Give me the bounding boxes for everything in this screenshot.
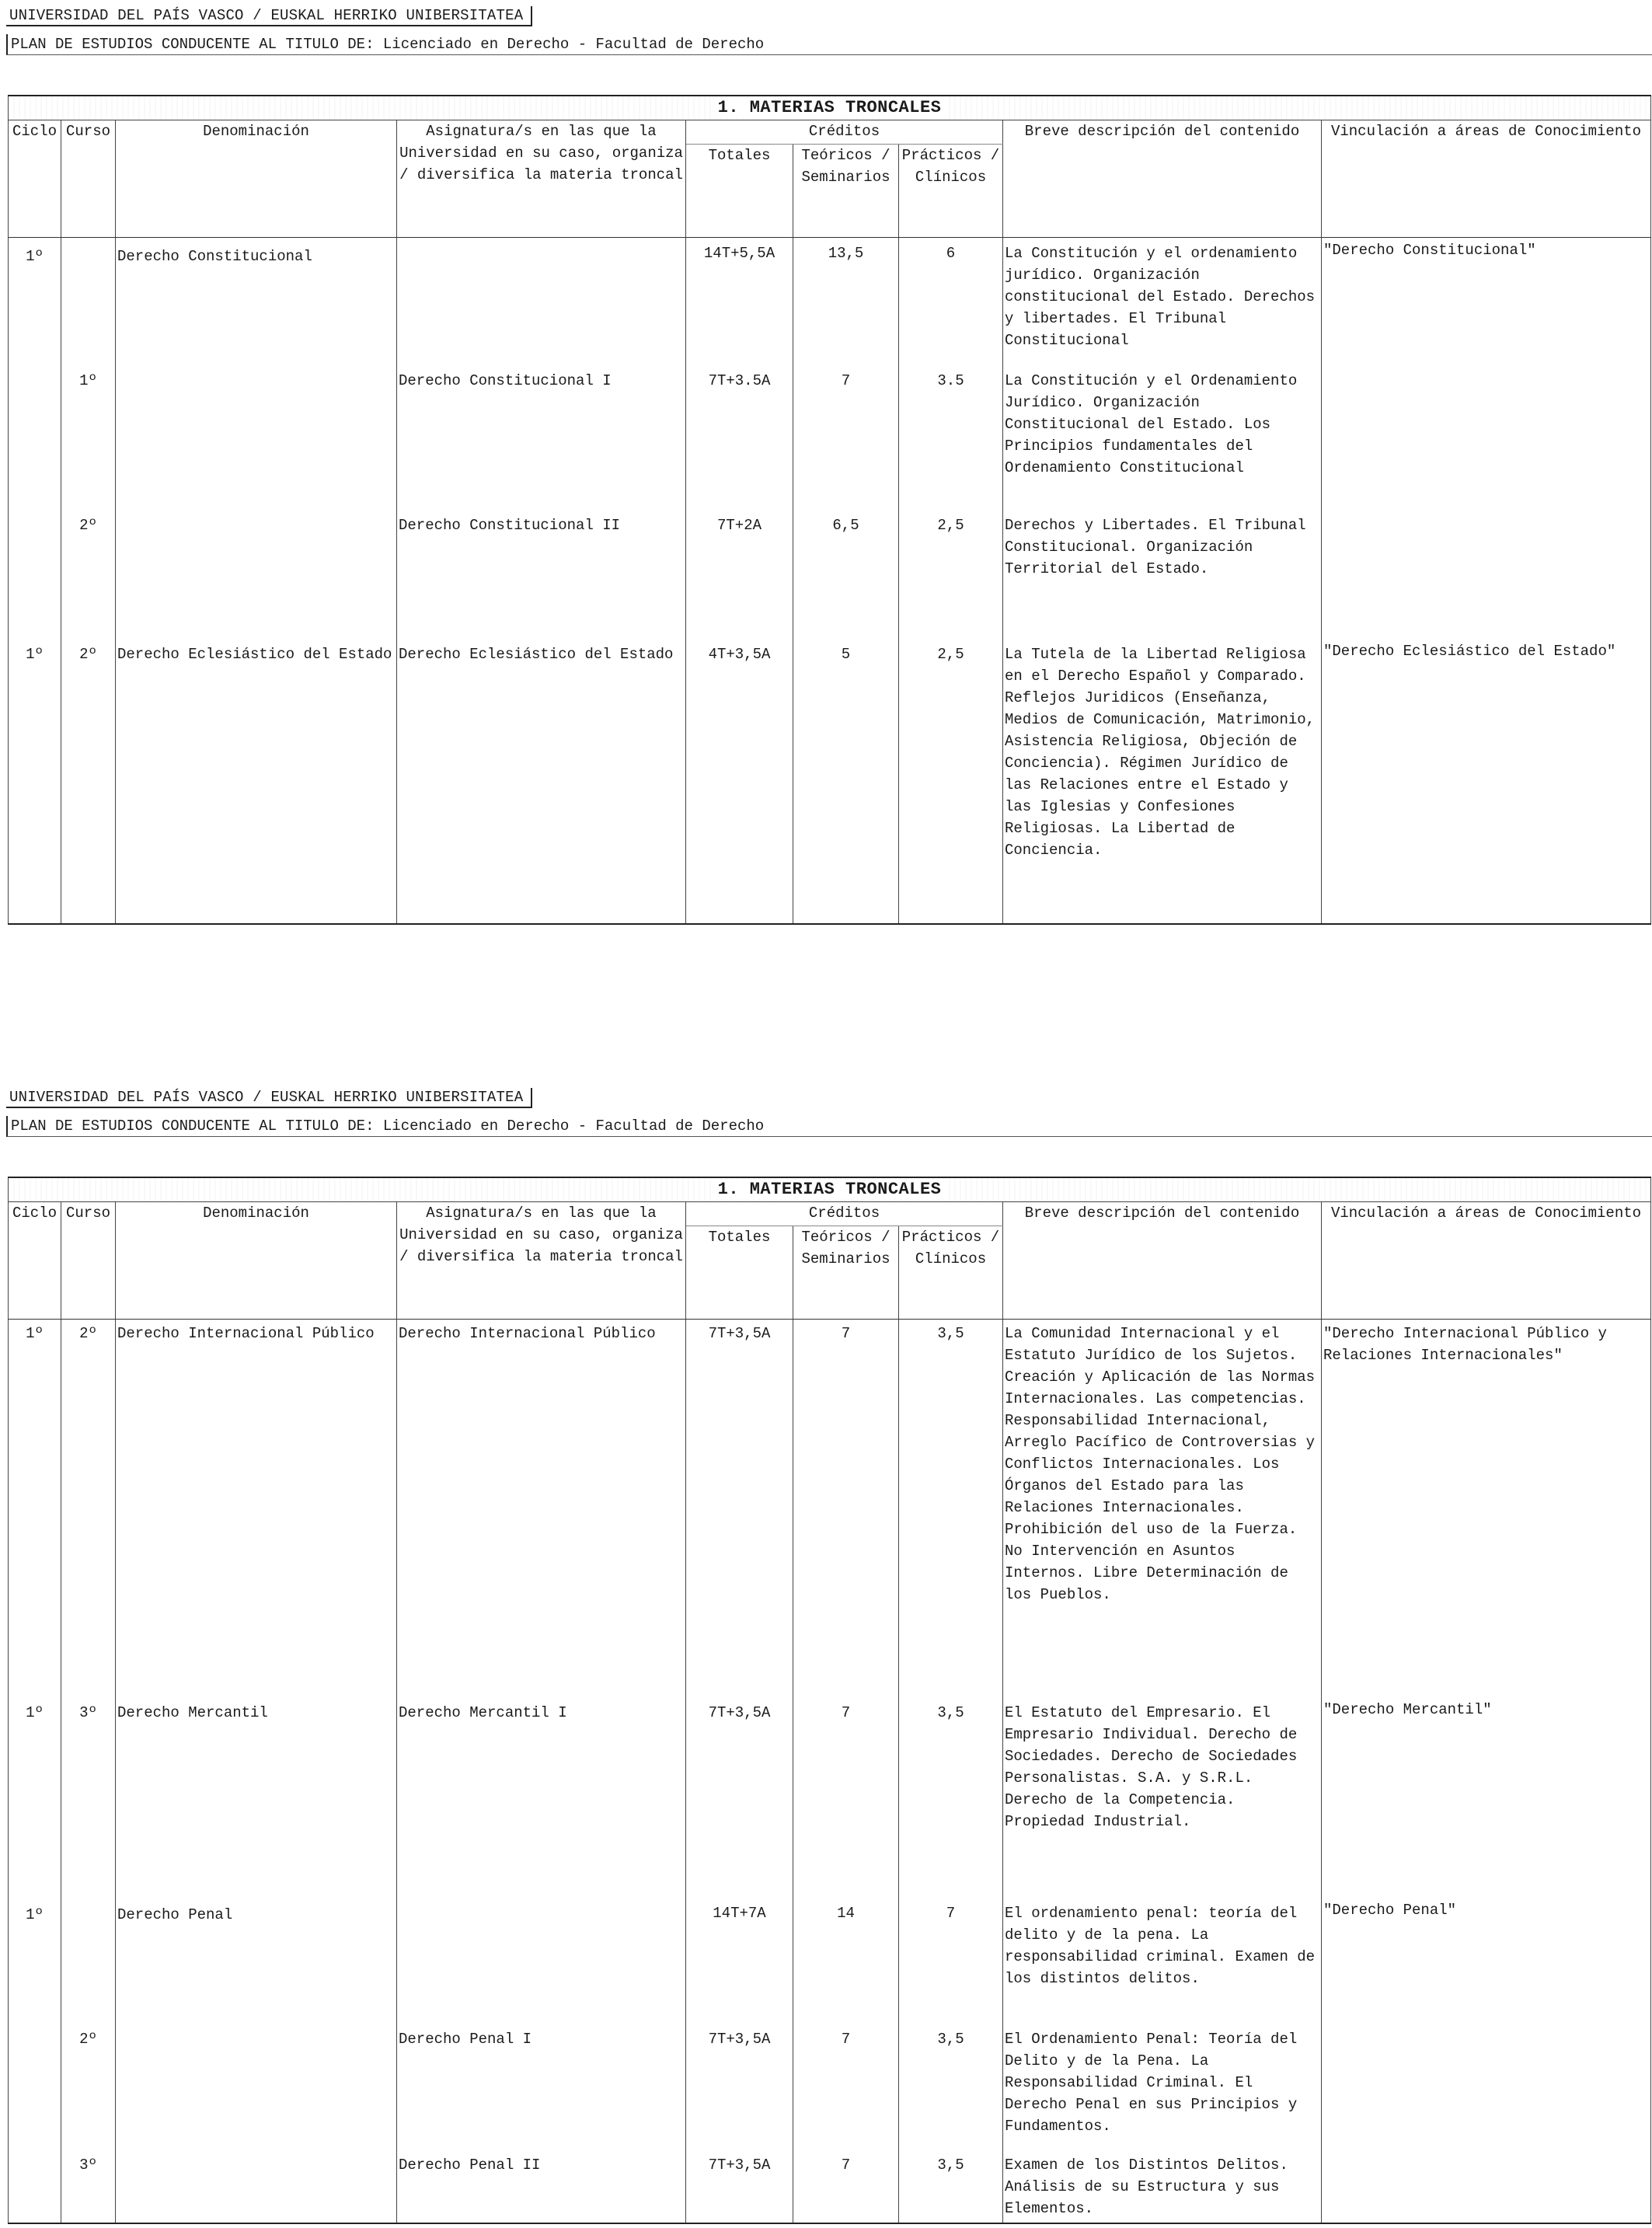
col-denominacion: Denominación [116, 120, 397, 238]
col-vinculacion: Vinculación a áreas de Conocimiento [1322, 1202, 1651, 1320]
cell-ciclo [9, 362, 61, 508]
plan-label: PLAN DE ESTUDIOS CONDUCENTE AL TITULO DE: [11, 1117, 375, 1135]
section-title: 1. MATERIAS TRONCALES [9, 96, 1651, 120]
table-row [9, 1320, 1651, 1696]
cell-asignatura [397, 238, 686, 363]
cell-ciclo [9, 2022, 61, 2148]
cell-practicos: 3,5 [899, 1696, 1003, 1896]
cell-totales: 7T+3,5A [686, 1696, 793, 1896]
materias-table [8, 95, 1651, 925]
cell-vinculacion: "Derecho Mercantil" [1322, 1696, 1651, 1896]
cell-teoricos: 5 [793, 637, 899, 924]
col-curso: Curso [61, 120, 116, 238]
plan-label: PLAN DE ESTUDIOS CONDUCENTE AL TITULO DE: [11, 36, 375, 53]
cell-curso: 2º [61, 2022, 116, 2148]
cell-totales: 7T+2A [686, 508, 793, 637]
cell-ciclo: 1º [9, 238, 61, 363]
col-teoricos: Teóricos / Seminarios [793, 145, 899, 238]
cell-curso: 2º [61, 637, 116, 924]
cell-curso: 2º [61, 1320, 116, 1696]
cell-curso: 2º [61, 508, 116, 637]
cell-vinculacion: "Derecho Constitucional" [1322, 238, 1651, 363]
table-row [9, 238, 1651, 363]
col-totales: Totales [686, 145, 793, 238]
cell-denominacion: Derecho Constitucional [116, 238, 397, 363]
cell-ciclo: 1º [9, 1696, 61, 1896]
cell-teoricos: 13,5 [793, 238, 899, 363]
cell-asignatura: Derecho Eclesiástico del Estado [397, 637, 686, 924]
cell-denominacion [116, 508, 397, 637]
cell-descripcion: Examen de los Distintos Delitos. Análisis de su Estructura y sus Elementos. [1003, 2148, 1322, 2223]
cell-teoricos: 14 [793, 1896, 899, 2022]
plan-header [6, 1116, 1652, 1137]
materias-table [8, 1177, 1651, 2224]
cell-denominacion [116, 362, 397, 508]
cell-totales: 7T+3.5A [686, 362, 793, 508]
cell-asignatura [397, 1896, 686, 2022]
cell-practicos: 7 [899, 1896, 1003, 2022]
table-row [9, 1896, 1651, 2022]
cell-vinculacion [1322, 2022, 1651, 2148]
cell-denominacion [116, 2022, 397, 2148]
table-row [9, 637, 1651, 924]
col-totales: Totales [686, 1226, 793, 1320]
cell-asignatura: Derecho Internacional Público [397, 1320, 686, 1696]
col-denominacion: Denominación [116, 1202, 397, 1320]
cell-descripcion: El ordenamiento penal: teoría del delito y de la pena. La responsabilidad criminal. Examen de los distintos delitos. [1003, 1896, 1322, 2022]
plan-header [6, 34, 1652, 55]
cell-totales: 14T+7A [686, 1896, 793, 2022]
cell-descripcion: Derechos y Libertades. El Tribunal Constitucional. Organización Territorial del Estado. [1003, 508, 1322, 637]
cell-curso: 3º [61, 1696, 116, 1896]
plan-value: Licenciado en Derecho - Facultad de Derecho [382, 36, 765, 53]
cell-asignatura: Derecho Constitucional II [397, 508, 686, 637]
col-vinculacion: Vinculación a áreas de Conocimiento [1322, 120, 1651, 238]
university-header: UNIVERSIDAD DEL PAÍS VASCO / EUSKAL HERRIKO UNIBERSITATEA [6, 1088, 532, 1108]
cell-ciclo: 1º [9, 637, 61, 924]
table-row [9, 508, 1651, 637]
cell-practicos: 3,5 [899, 1320, 1003, 1696]
cell-descripcion: La Constitución y el Ordenamiento Jurídico. Organización Constitucional del Estado. Los Principios fundamentales del Ordenamiento Constitucional [1003, 362, 1322, 508]
cell-vinculacion [1322, 508, 1651, 637]
cell-curso [61, 1896, 116, 2022]
cell-practicos: 2,5 [899, 508, 1003, 637]
cell-descripcion: La Tutela de la Libertad Religiosa en el Derecho Español y Comparado. Reflejos Juridicos (Enseñanza, Medios de Comunicación, Matrimonio, Asistencia Religiosa, Objeción de Conciencia). Régimen Jurídico de las Relaciones entre el Estado y las Iglesias y Confesiones Religiosas. La Libertad de Conciencia. [1003, 637, 1322, 924]
table-row [9, 1696, 1651, 1896]
cell-asignatura: Derecho Constitucional I [397, 362, 686, 508]
cell-practicos: 2,5 [899, 637, 1003, 924]
cell-vinculacion [1322, 2148, 1651, 2223]
col-asignatura: Asignatura/s en las que la Universidad en su caso, organiza / diversifica la materia troncal [397, 1202, 686, 1320]
cell-vinculacion: "Derecho Eclesiástico del Estado" [1322, 637, 1651, 924]
cell-curso [61, 238, 116, 363]
cell-totales: 7T+3,5A [686, 2022, 793, 2148]
cell-denominacion: Derecho Eclesiástico del Estado [116, 637, 397, 924]
col-asignatura: Asignatura/s en las que la Universidad en su caso, organiza / diversifica la materia troncal [397, 120, 686, 238]
cell-asignatura: Derecho Penal II [397, 2148, 686, 2223]
cell-totales: 14T+5,5A [686, 238, 793, 363]
cell-ciclo [9, 508, 61, 637]
section-title: 1. MATERIAS TRONCALES [9, 1177, 1651, 1202]
cell-practicos: 3.5 [899, 362, 1003, 508]
col-ciclo: Ciclo [9, 120, 61, 238]
cell-ciclo: 1º [9, 1320, 61, 1696]
cell-descripcion: La Constitución y el ordenamiento jurídico. Organización constitucional del Estado. Derechos y libertades. El Tribunal Constitucional [1003, 238, 1322, 363]
cell-vinculacion [1322, 362, 1651, 508]
col-descripcion: Breve descripción del contenido [1003, 120, 1322, 238]
cell-ciclo [9, 2148, 61, 2223]
cell-totales: 7T+3,5A [686, 1320, 793, 1696]
cell-ciclo: 1º [9, 1896, 61, 2022]
col-descripcion: Breve descripción del contenido [1003, 1202, 1322, 1320]
col-ciclo: Ciclo [9, 1202, 61, 1320]
cell-denominacion: Derecho Mercantil [116, 1696, 397, 1896]
cell-practicos: 3,5 [899, 2022, 1003, 2148]
cell-curso: 3º [61, 2148, 116, 2223]
table-row [9, 362, 1651, 508]
cell-teoricos: 7 [793, 1696, 899, 1896]
cell-totales: 7T+3,5A [686, 2148, 793, 2223]
cell-practicos: 6 [899, 238, 1003, 363]
col-practicos: Prácticos / Clínicos [899, 1226, 1003, 1320]
col-creditos: Créditos [686, 120, 1003, 145]
col-curso: Curso [61, 1202, 116, 1320]
cell-denominacion: Derecho Penal [116, 1896, 397, 2022]
cell-teoricos: 7 [793, 1320, 899, 1696]
cell-denominacion [116, 2148, 397, 2223]
cell-practicos: 3,5 [899, 2148, 1003, 2223]
cell-descripcion: El Estatuto del Empresario. El Empresario Individual. Derecho de Sociedades. Derecho de Sociedades Personalistas. S.A. y S.R.L. Derecho de la Competencia. Propiedad Industrial. [1003, 1696, 1322, 1896]
cell-asignatura: Derecho Penal I [397, 2022, 686, 2148]
university-header: UNIVERSIDAD DEL PAÍS VASCO / EUSKAL HERRIKO UNIBERSITATEA [6, 6, 532, 26]
plan-value: Licenciado en Derecho - Facultad de Derecho [382, 1117, 765, 1135]
col-practicos: Prácticos / Clínicos [899, 145, 1003, 238]
cell-descripcion: La Comunidad Internacional y el Estatuto Jurídico de los Sujetos. Creación y Aplicación de las Normas Internacionales. Las competencias. Responsabilidad Internacional, Arreglo Pacífico de Controversias y Conflictos Internacionales. Los Órganos del Estado para las Relaciones Internacionales. Prohibición del uso de la Fuerza. No Intervención en Asuntos Internos. Libre Determinación de los Pueblos. [1003, 1320, 1322, 1696]
col-teoricos: Teóricos / Seminarios [793, 1226, 899, 1320]
cell-asignatura: Derecho Mercantil I [397, 1696, 686, 1896]
col-creditos: Créditos [686, 1202, 1003, 1226]
cell-teoricos: 7 [793, 2148, 899, 2223]
cell-vinculacion: "Derecho Penal" [1322, 1896, 1651, 2022]
cell-totales: 4T+3,5A [686, 637, 793, 924]
cell-descripcion: El Ordenamiento Penal: Teoría del Delito y de la Pena. La Responsabilidad Criminal. El Derecho Penal en sus Principios y Fundamentos. [1003, 2022, 1322, 2148]
cell-teoricos: 7 [793, 362, 899, 508]
cell-denominacion: Derecho Internacional Público [116, 1320, 397, 1696]
table-row [9, 2022, 1651, 2148]
cell-curso: 1º [61, 362, 116, 508]
cell-teoricos: 7 [793, 2022, 899, 2148]
cell-vinculacion: "Derecho Internacional Público y Relaciones Internacionales" [1322, 1320, 1651, 1696]
cell-teoricos: 6,5 [793, 508, 899, 637]
table-row [9, 2148, 1651, 2223]
